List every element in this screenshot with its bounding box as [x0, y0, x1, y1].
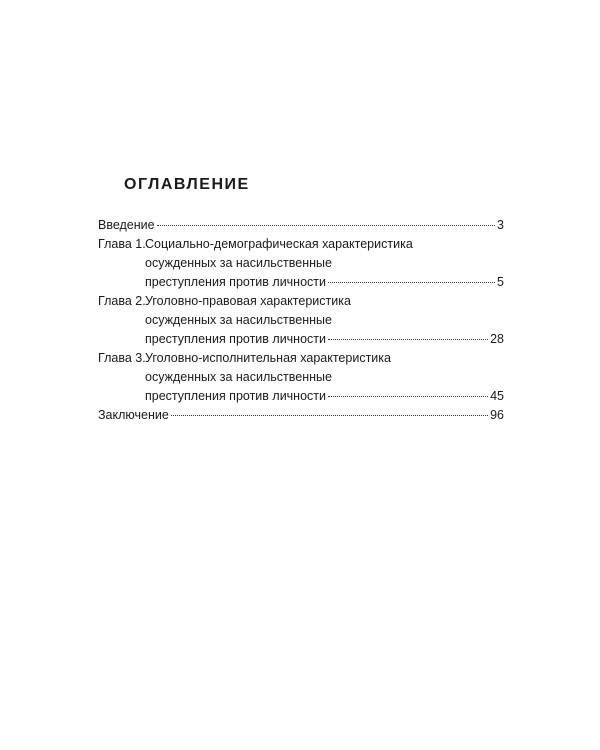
chapter-title-line: Уголовно-правовая характеристика [145, 294, 351, 308]
dot-leader [328, 282, 495, 283]
chapter-title-line: преступления против личности [145, 275, 326, 289]
toc-page-number: 45 [490, 389, 504, 403]
chapter-title-line: осужденных за насильственные [145, 256, 332, 270]
toc-entry-text: Заключение [98, 408, 169, 422]
dot-leader [171, 415, 488, 416]
toc-entry-chapter-1[interactable] [98, 235, 504, 292]
chapter-title-line: осужденных за насильственные [145, 370, 332, 384]
toc-entry-chapter-3[interactable] [98, 349, 504, 406]
chapter-title-line: Уголовно-исполнительная характеристика [145, 351, 391, 365]
toc-page-number: 5 [497, 275, 504, 289]
chapter-title-line: осужденных за насильственные [145, 313, 332, 327]
table-of-contents [98, 216, 504, 425]
dot-leader [157, 225, 495, 226]
chapter-label: Глава 3. [98, 351, 146, 365]
chapter-title-line: Социально-демографическая характеристика [145, 237, 413, 251]
toc-title: ОГЛАВЛЕНИЕ [124, 176, 250, 193]
toc-page-number: 3 [497, 218, 504, 232]
chapter-label: Глава 2. [98, 294, 146, 308]
dot-leader [328, 396, 488, 397]
chapter-title-line: преступления против личности [145, 332, 326, 346]
chapter-title-line: преступления против личности [145, 389, 326, 403]
toc-entry-text: Введение [98, 218, 155, 232]
chapter-label: Глава 1. [98, 237, 146, 251]
toc-page-number: 28 [490, 332, 504, 346]
dot-leader [328, 339, 488, 340]
toc-page-number: 96 [490, 408, 504, 422]
toc-entry-chapter-2[interactable] [98, 292, 504, 349]
toc-entry-intro[interactable] [98, 216, 504, 235]
toc-entry-conclusion[interactable] [98, 406, 504, 425]
